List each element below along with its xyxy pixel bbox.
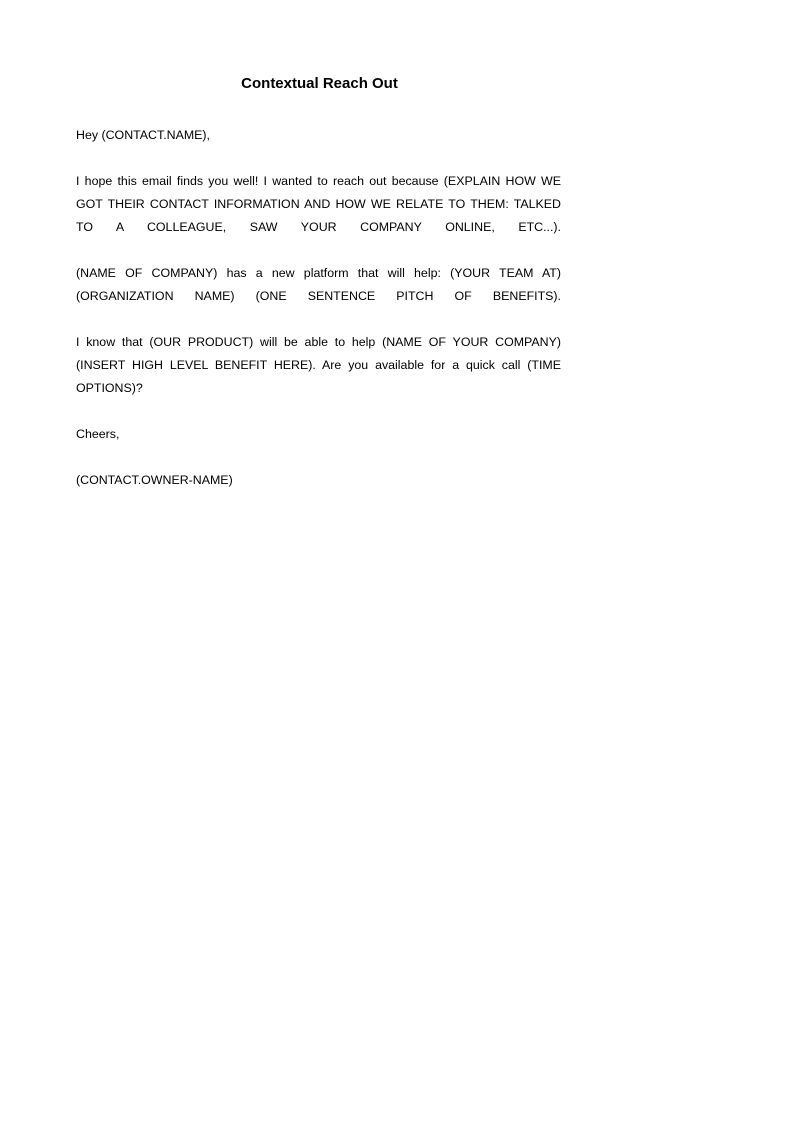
closing-line: Cheers,: [76, 427, 120, 441]
email-body: [76, 124, 561, 515]
greeting-line: Hey (CONTACT.NAME),: [76, 128, 211, 142]
platform-paragraph: (NAME OF COMPANY) has a new platform that will help: (YOUR TEAM AT) (ORGANIZATION NAME) (ONE SENTENCE PITCH OF BENEFITS).: [76, 266, 561, 303]
product-paragraph: I know that (OUR PRODUCT) will be able to help (NAME OF YOUR COMPANY) (INSERT HIGH LEVEL BENEFIT HERE). Are you available for a quick call (TIME OPTIONS)?: [76, 335, 561, 395]
intro-paragraph: I hope this email finds you well! I wanted to reach out because (EXPLAIN HOW WE GOT THEIR CONTACT INFORMATION AND HOW WE RELATE TO THEM: TALKED TO A COLLEAGUE, SAW YOUR COMPANY ONLINE, ETC...).: [76, 174, 561, 234]
document-title: Contextual Reach Out: [241, 75, 398, 92]
signature-line: (CONTACT.OWNER-NAME): [76, 473, 233, 487]
